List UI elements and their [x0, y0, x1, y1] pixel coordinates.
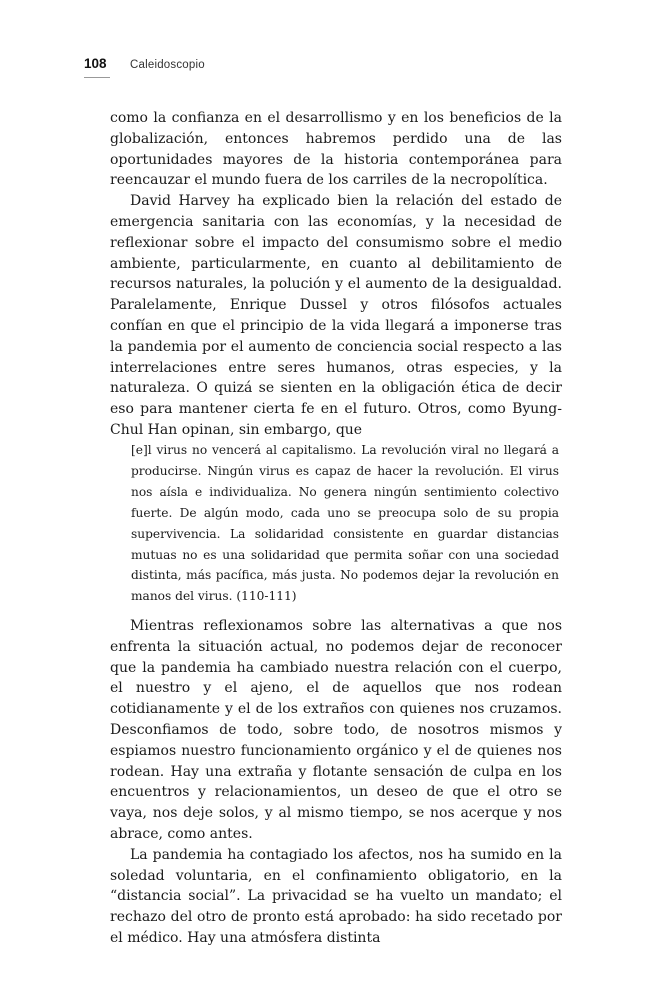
- paragraph: David Harvey ha explicado bien la relación del estado de emergencia sanitaria con las economías, y la necesidad de reflexionar sobre el impacto del consumismo sobre el medio ambiente, particularmente, en cuanto al debilitamiento de recursos naturales, la polución y el aumento de la desigualdad. Paralelamente, Enrique Dussel y otros filósofos actuales confían en que el principio de la vida llegará a imponerse tras la pandemia por el aumento de conciencia social respecto a las interrelaciones entre seres humanos, otras especies, y la naturaleza. O quizá se sienten en la obligación ética de decir eso para mantener cierta fe en el futuro. Otros, como Byung-Chul Han opinan, sin embargo, que: [110, 193, 562, 438]
- body-text: [110, 108, 562, 441]
- paragraph: La pandemia ha contagiado los afectos, nos ha sumido en la soledad voluntaria, en el confinamiento obligatorio, en la “distancia social”. La privacidad se ha vuelto un mandato; el rechazo del otro de pronto está aprobado: ha sido recetado por el médico. Hay una atmósfera distinta: [110, 846, 562, 946]
- paragraph: Mientras reflexionamos sobre las alternativas a que nos enfrenta la situación actual, no podemos dejar de reconocer que la pandemia ha cambiado nuestra relación con el cuerpo, el nuestro y el ajeno, el de aquellos que nos rodean cotidianamente y el de los extraños con quienes nos cruzamos. Desconfiamos de todo, sobre todo, de nosotros mismos y espiamos nuestro funcionamiento orgánico y el de quienes nos rodean. Hay una extraña y flotante sensación de culpa en los encuentros y relacionamientos, un deseo de que el otro se vaya, nos deje solos, y al mismo tiempo, se nos acerque y nos abrace, como antes.: [110, 618, 562, 842]
- running-title: Caleidoscopio: [130, 59, 205, 71]
- block-quote: [e]l virus no vencerá al capitalismo. La revolución viral no llegará a producirse. Ningún virus es capaz de hacer la revolución. El virus nos aísla e individualiza. No genera ningún sentimiento colectivo fuerte. De algún modo, cada uno se preocupa solo de su propia supervivencia. La solidaridad consistente en guardar distancias mutuas no es una solidaridad que permita soñar con una sociedad distinta, más pacífica, más justa. No podemos dejar la revolución en manos del virus. (110-111): [131, 443, 559, 604]
- page-header: [84, 56, 205, 71]
- header-rule: [84, 77, 110, 78]
- paragraph: como la confianza en el desarrollismo y en los beneficios de la globalización, entonces habremos perdido una de las oportunidades mayores de la historia contemporánea para reencauzar el mundo fuera de los carriles de la necropolítica.: [110, 110, 562, 189]
- page-number: 108: [84, 56, 107, 71]
- body-text-continued: [110, 616, 562, 949]
